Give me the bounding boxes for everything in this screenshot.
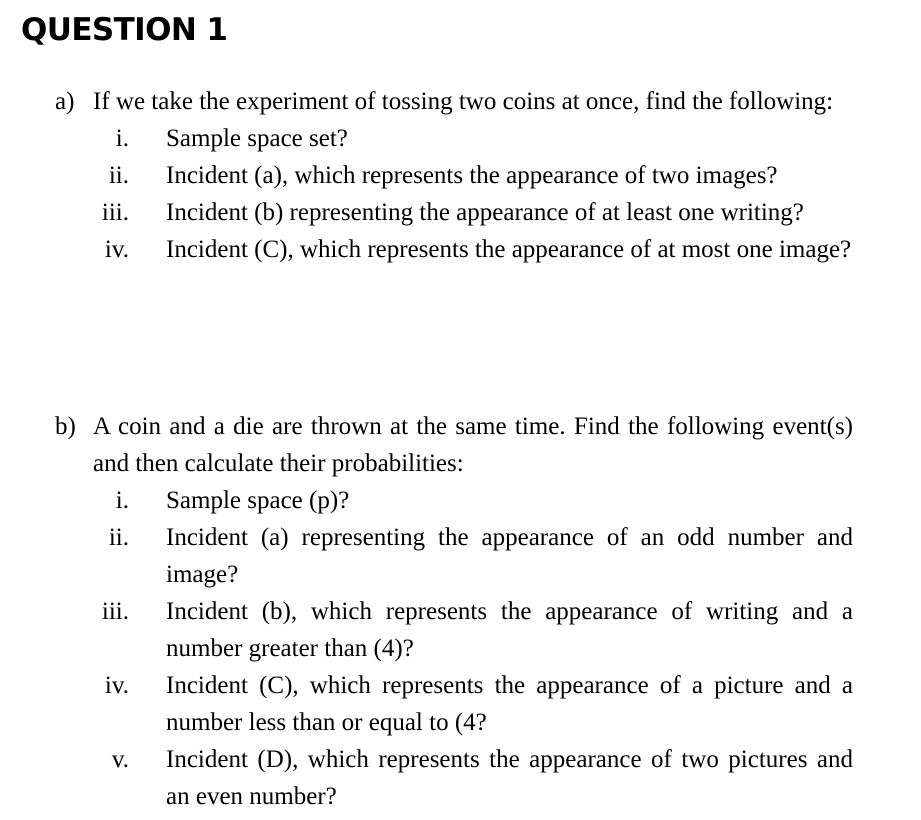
item-number: iv.	[104, 236, 129, 263]
part-a-letter: a)	[55, 88, 75, 115]
item-text: Incident (a) representing the appearance of an odd number and image?	[166, 524, 853, 588]
item-text: Incident (C), which represents the appearance of a picture and a number less than or equal to (4?	[166, 672, 853, 736]
item-number: ii.	[108, 524, 129, 551]
list-item	[55, 194, 853, 231]
list-item	[55, 593, 853, 667]
item-text: Sample space set?	[166, 125, 348, 152]
item-number: i.	[115, 487, 129, 514]
part-b-items	[55, 482, 853, 815]
question-heading: QUESTION 1	[21, 12, 228, 48]
item-text: Incident (b) representing the appearance of at least one writing?	[166, 199, 804, 226]
part-a	[55, 83, 853, 268]
list-item	[55, 120, 853, 157]
item-text: Sample space (p)?	[166, 487, 350, 514]
list-item	[55, 741, 853, 815]
part-b-intro-text: A coin and a die are thrown at the same time. Find the following event(s) and then calculate their probabilities:	[93, 413, 853, 477]
part-b	[55, 408, 853, 815]
list-item	[55, 482, 853, 519]
part-a-items	[55, 120, 853, 268]
part-a-intro-text: If we take the experiment of tossing two coins at once, find the following:	[93, 88, 834, 115]
item-number: i.	[115, 125, 129, 152]
part-b-intro	[55, 408, 853, 482]
item-text: Incident (C), which represents the appearance of at most one image?	[166, 236, 852, 263]
item-number: iii.	[101, 598, 129, 625]
item-text: Incident (b), which represents the appearance of writing and a number greater than (4)?	[166, 598, 853, 662]
item-number: v.	[111, 746, 129, 773]
item-text: Incident (D), which represents the appearance of two pictures and an even number?	[166, 746, 853, 810]
list-item	[55, 519, 853, 593]
list-item	[55, 231, 853, 268]
item-number: ii.	[108, 162, 129, 189]
item-number: iii.	[101, 199, 129, 226]
item-number: iv.	[104, 672, 129, 699]
part-b-letter: b)	[55, 413, 76, 440]
item-text: Incident (a), which represents the appearance of two images?	[166, 162, 778, 189]
list-item	[55, 667, 853, 741]
part-a-intro	[55, 83, 853, 120]
list-item	[55, 157, 853, 194]
